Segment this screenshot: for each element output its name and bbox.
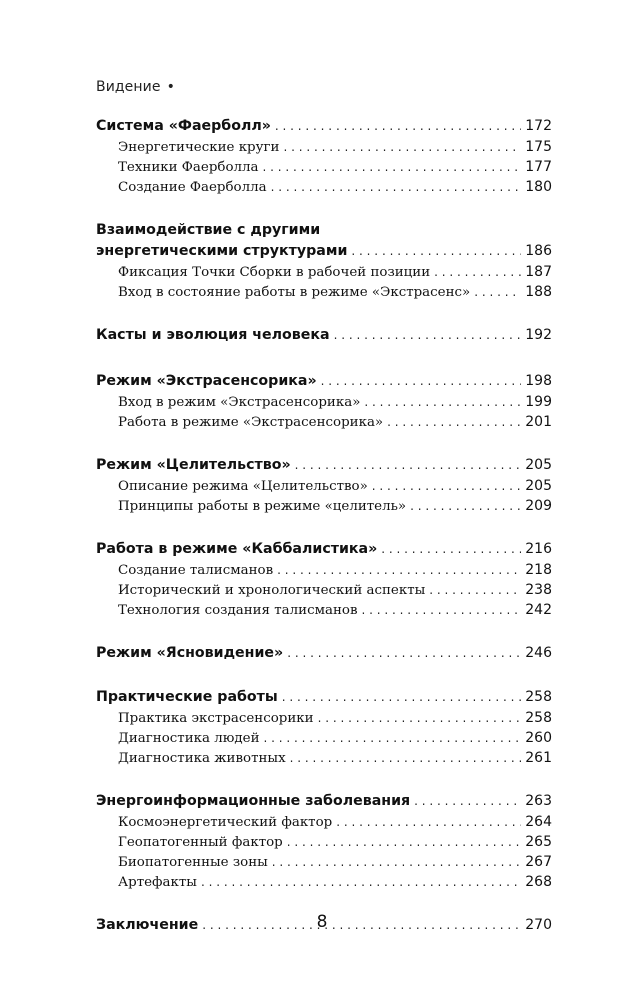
toc-section — [96, 539, 552, 620]
dot-leader — [201, 872, 521, 892]
toc-subentry-page: 177 — [525, 159, 552, 175]
toc-subentry-page: 205 — [525, 478, 552, 494]
table-of-contents — [96, 116, 552, 959]
dot-leader — [387, 412, 521, 432]
toc-subentry-page: 242 — [525, 602, 552, 618]
toc-section — [96, 116, 552, 197]
toc-subentry-page: 265 — [525, 834, 552, 850]
toc-subentry[interactable] — [96, 728, 552, 748]
toc-section — [96, 455, 552, 516]
toc-subentry[interactable] — [96, 832, 552, 852]
toc-subentry-page: 218 — [525, 562, 552, 578]
toc-subentry[interactable] — [96, 262, 552, 282]
toc-subentry[interactable] — [96, 412, 552, 432]
toc-subentry[interactable] — [96, 872, 552, 892]
toc-chapter-title: Практические работы — [96, 689, 278, 705]
toc-chapter-entry[interactable] — [96, 116, 552, 137]
toc-subentry[interactable] — [96, 392, 552, 412]
toc-subentry-title: Космоэнергетический фактор — [118, 815, 333, 830]
toc-chapter-page: 216 — [525, 541, 552, 557]
toc-chapter-title: Касты и эволюция человека — [96, 327, 330, 343]
toc-section — [96, 325, 552, 346]
dot-leader — [271, 177, 522, 197]
dot-leader — [275, 116, 521, 137]
dot-leader — [287, 643, 521, 664]
running-head-bullet: • — [166, 79, 175, 95]
toc-chapter-page: 205 — [525, 457, 552, 473]
toc-subentry-page: 267 — [525, 854, 552, 870]
toc-subentry-page: 199 — [525, 394, 552, 410]
dot-leader — [263, 157, 522, 177]
toc-subentry-page: 180 — [525, 179, 552, 195]
toc-chapter-title-line1 — [96, 220, 552, 241]
dot-leader — [334, 325, 522, 346]
dot-leader — [264, 728, 522, 748]
dot-leader — [414, 791, 521, 812]
toc-subentry-page: 201 — [525, 414, 552, 430]
toc-chapter-entry[interactable] — [96, 539, 552, 560]
toc-section — [96, 687, 552, 768]
toc-subentry-title: Вход в состояние работы в режиме «Экстрасенс» — [118, 285, 471, 300]
dot-leader — [295, 455, 522, 476]
dot-leader — [474, 282, 521, 302]
toc-subentry[interactable] — [96, 177, 552, 197]
dot-leader — [381, 539, 521, 560]
toc-subentry[interactable] — [96, 852, 552, 872]
toc-chapter-title: Заключение — [96, 917, 199, 933]
toc-subentry-page: 238 — [525, 582, 552, 598]
dot-leader — [290, 748, 522, 768]
toc-subentry[interactable] — [96, 496, 552, 516]
toc-subentry[interactable] — [96, 708, 552, 728]
toc-subentry-page: 261 — [525, 750, 552, 766]
toc-subentry[interactable] — [96, 282, 552, 302]
toc-subentry-title: Диагностика людей — [118, 731, 260, 746]
toc-chapter-entry[interactable] — [96, 791, 552, 812]
toc-subentry-title: Фиксация Точки Сборки в рабочей позиции — [118, 265, 431, 280]
page-number: 8 — [316, 912, 328, 932]
toc-chapter-page: 270 — [525, 917, 552, 933]
dot-leader — [362, 600, 522, 620]
toc-subentry-page: 268 — [525, 874, 552, 890]
toc-subentry-title: Работа в режиме «Экстрасенсорика» — [118, 415, 384, 430]
running-head-title: Видение — [96, 79, 161, 95]
toc-subentry-page: 187 — [525, 264, 552, 280]
dot-leader — [287, 832, 522, 852]
toc-subentry-title: Техники Фаерболла — [118, 160, 259, 175]
toc-chapter-entry[interactable] — [96, 687, 552, 708]
toc-section — [96, 371, 552, 432]
toc-subentry-page: 258 — [525, 710, 552, 726]
toc-subentry-page: 260 — [525, 730, 552, 746]
toc-subentry[interactable] — [96, 748, 552, 768]
toc-subentry-title: Описание режима «Целительство» — [118, 479, 368, 494]
dot-leader — [434, 262, 521, 282]
dot-leader — [283, 137, 521, 157]
toc-chapter-entry[interactable] — [96, 241, 552, 262]
toc-chapter-title: энергетическими структурами — [96, 243, 348, 259]
dot-leader — [318, 708, 522, 728]
toc-subentry-page: 264 — [525, 814, 552, 830]
running-head — [96, 79, 175, 95]
dot-leader — [429, 580, 521, 600]
dot-leader — [364, 392, 521, 412]
toc-chapter-entry[interactable] — [96, 455, 552, 476]
toc-subentry[interactable] — [96, 600, 552, 620]
toc-section — [96, 220, 552, 302]
dot-leader — [351, 241, 521, 262]
toc-subentry-title: Технология создания талисманов — [118, 603, 358, 618]
toc-subentry[interactable] — [96, 560, 552, 580]
toc-subentry-title: Биопатогенные зоны — [118, 855, 268, 870]
toc-chapter-entry[interactable] — [96, 643, 552, 664]
toc-chapter-page: 246 — [525, 645, 552, 661]
toc-chapter-title: Режим «Экстрасенсорика» — [96, 373, 317, 389]
toc-chapter-entry[interactable] — [96, 325, 552, 346]
dot-leader — [336, 812, 521, 832]
dot-leader — [372, 476, 521, 496]
toc-chapter-title: Система «Фаерболл» — [96, 118, 271, 134]
toc-subentry[interactable] — [96, 137, 552, 157]
toc-section — [96, 643, 552, 664]
toc-section — [96, 791, 552, 892]
dot-leader — [272, 852, 521, 872]
toc-subentry-title: Геопатогенный фактор — [118, 835, 283, 850]
toc-subentry-page: 209 — [525, 498, 552, 514]
toc-subentry-title: Принципы работы в режиме «целитель» — [118, 499, 407, 514]
toc-chapter-title: Режим «Целительство» — [96, 457, 291, 473]
toc-chapter-page: 198 — [525, 373, 552, 389]
toc-chapter-page: 172 — [525, 118, 552, 134]
toc-chapter-page: 192 — [525, 327, 552, 343]
toc-chapter-title: Режим «Ясновидение» — [96, 645, 284, 661]
toc-subentry[interactable] — [96, 157, 552, 177]
dot-leader — [321, 371, 522, 392]
toc-subentry[interactable] — [96, 812, 552, 832]
toc-subentry-title: Энергетические круги — [118, 140, 280, 155]
toc-chapter-title: Энергоинформационные заболевания — [96, 793, 411, 809]
toc-subentry-title: Создание Фаерболла — [118, 180, 267, 195]
toc-subentry[interactable] — [96, 476, 552, 496]
dot-leader — [277, 560, 521, 580]
toc-subentry[interactable] — [96, 580, 552, 600]
toc-chapter-page: 186 — [525, 243, 552, 259]
toc-subentry-title: Создание талисманов — [118, 563, 274, 578]
toc-chapter-page: 258 — [525, 689, 552, 705]
toc-subentry-title: Артефакты — [118, 875, 197, 890]
toc-subentry-page: 175 — [525, 139, 552, 155]
toc-chapter-title-first-line: Взаимодействие с другими — [96, 222, 321, 238]
toc-chapter-page: 263 — [525, 793, 552, 809]
dot-leader — [282, 687, 522, 708]
toc-subentry-title: Диагностика животных — [118, 751, 286, 766]
toc-subentry-title: Практика экстрасенсорики — [118, 711, 314, 726]
toc-chapter-entry[interactable] — [96, 371, 552, 392]
toc-subentry-title: Вход в режим «Экстрасенсорика» — [118, 395, 361, 410]
toc-subentry-title: Исторический и хронологический аспекты — [118, 583, 426, 598]
dot-leader — [410, 496, 521, 516]
toc-subentry-page: 188 — [525, 284, 552, 300]
toc-chapter-title: Работа в режиме «Каббалистика» — [96, 541, 378, 557]
